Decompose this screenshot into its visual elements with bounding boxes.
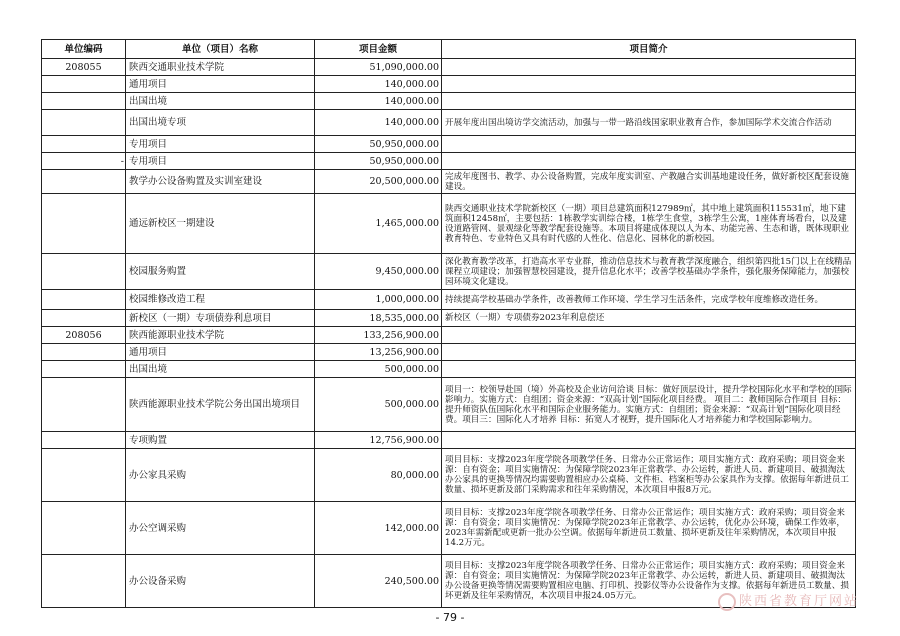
row-code bbox=[42, 344, 126, 361]
row-name: 陕西能源职业技术学院 bbox=[126, 327, 315, 344]
table-row bbox=[42, 136, 856, 153]
row-amount: 50,950,000.00 bbox=[315, 153, 442, 170]
row-desc bbox=[442, 59, 856, 76]
row-desc bbox=[442, 361, 856, 378]
row-code bbox=[42, 432, 126, 449]
row-desc: 持续提高学校基础办学条件，改善教师工作环境、学生学习生活条件，完成学校年度维修改造任务。 bbox=[442, 290, 856, 310]
row-name: 陕西能源职业技术学院公务出国出境项目 bbox=[126, 378, 315, 432]
row-name: 陕西交通职业技术学院 bbox=[126, 59, 315, 76]
row-amount: 51,090,000.00 bbox=[315, 59, 442, 76]
row-desc: 完成年度图书、教学、办公设备购置，完成年度实训室、产教融合实训基地建设任务，做好新校区配套设施建设。 bbox=[442, 170, 856, 194]
row-desc bbox=[442, 136, 856, 153]
row-code bbox=[42, 76, 126, 93]
row-desc: 深化教育教学改革，打造高水平专业群，推动信息技术与教育教学深度融合，组织第四批15门以上在线精品课程立项建设；加强智慧校园建设，提升信息化水平；改善学校基础办学条件，强化服务保障能力，加强校园环境文化建设。 bbox=[442, 254, 856, 290]
table-row bbox=[42, 327, 856, 344]
table-row bbox=[42, 432, 856, 449]
row-amount: 50,950,000.00 bbox=[315, 136, 442, 153]
row-name: 办公设备采购 bbox=[126, 555, 315, 608]
row-code bbox=[42, 555, 126, 608]
row-amount: 12,756,900.00 bbox=[315, 432, 442, 449]
row-code: 208056 bbox=[42, 327, 126, 344]
header-desc: 项目简介 bbox=[442, 40, 856, 59]
row-desc: 陕西交通职业技术学院新校区（一期）项目总建筑面积127989㎡，其中地上建筑面积115531㎡，地下建筑面积12458㎡，主要包括：1栋教学实训综合楼，1栋学生食堂，3栋学生公寓，1座体育场看台，以及建设道路管网、景观绿化等教学配套设施等。本项目将建成体现以人为本、功能完善、生态和谐，既体现职业教育特色、专业特色又具有时代感的人性化、信息化、园林化的新校园。 bbox=[442, 194, 856, 254]
table-row bbox=[42, 93, 856, 110]
row-name: 校园服务购置 bbox=[126, 254, 315, 290]
row-amount: 18,535,000.00 bbox=[315, 310, 442, 327]
row-name: 专项购置 bbox=[126, 432, 315, 449]
header-code: 单位编码 bbox=[42, 40, 126, 59]
page-number: - 79 - bbox=[435, 611, 465, 624]
row-code bbox=[42, 361, 126, 378]
row-code bbox=[42, 93, 126, 110]
row-name: 专用项目 bbox=[126, 136, 315, 153]
row-code bbox=[42, 110, 126, 136]
row-name: 出国出境专项 bbox=[126, 110, 315, 136]
row-name: 教学办公设备购置及实训室建设 bbox=[126, 170, 315, 194]
row-name: 办公家具采购 bbox=[126, 449, 315, 502]
table-row bbox=[42, 378, 856, 432]
row-desc: 新校区（一期）专项债券2023年利息偿还 bbox=[442, 310, 856, 327]
row-name: 出国出境 bbox=[126, 361, 315, 378]
watermark-text: 陕西省教育厅网站 bbox=[739, 594, 860, 609]
row-desc bbox=[442, 327, 856, 344]
row-amount: 500,000.00 bbox=[315, 361, 442, 378]
header-name: 单位（项目）名称 bbox=[126, 40, 315, 59]
row-code bbox=[42, 449, 126, 502]
row-desc bbox=[442, 432, 856, 449]
row-amount: 133,256,900.00 bbox=[315, 327, 442, 344]
row-amount: 20,500,000.00 bbox=[315, 170, 442, 194]
row-amount: 140,000.00 bbox=[315, 93, 442, 110]
row-desc: 项目目标：支撑2023年度学院各项教学任务、日常办公正常运作；项目实施方式：政府采购；项目资金来源：自有资金；项目实施情况：为保障学院2023年正常教学、办公运转，优化办公环境，确保工作效率，2023年需新配或更新一批办公空调。依据每年新进员工数量、损坏更新及往年采购情况，本次项目申报14.2万元。 bbox=[442, 502, 856, 555]
row-name: 出国出境 bbox=[126, 93, 315, 110]
row-amount: 1,000,000.00 bbox=[315, 290, 442, 310]
row-code: 208055 bbox=[42, 59, 126, 76]
watermark bbox=[718, 590, 859, 611]
row-desc bbox=[442, 153, 856, 170]
table-row bbox=[42, 153, 856, 170]
table-header-row bbox=[42, 40, 856, 59]
row-code bbox=[42, 378, 126, 432]
watermark-logo-icon bbox=[718, 593, 736, 611]
row-amount: 500,000.00 bbox=[315, 378, 442, 432]
row-code bbox=[42, 502, 126, 555]
table-row bbox=[42, 310, 856, 327]
table-row bbox=[42, 502, 856, 555]
row-code bbox=[42, 194, 126, 254]
row-code bbox=[42, 136, 126, 153]
row-desc bbox=[442, 76, 856, 93]
row-name: 通远新校区一期建设 bbox=[126, 194, 315, 254]
row-desc bbox=[442, 344, 856, 361]
row-amount: 240,500.00 bbox=[315, 555, 442, 608]
row-desc: 开展年度出国出境访学交流活动，加强与一带一路沿线国家职业教育合作，参加国际学术交流合作活动 bbox=[442, 110, 856, 136]
row-desc bbox=[442, 93, 856, 110]
row-amount: 1,465,000.00 bbox=[315, 194, 442, 254]
row-desc: 项目目标：支撑2023年度学院各项教学任务、日常办公正常运作；项目实施方式：政府采购；项目资金来源：自有资金；项目实施情况：为保障学院2023年正常教学、办公运转，新进人员、新建项目、破损淘汰办公设备更换等情况需要购置相应电脑、打印机、投影仪等办公设备作为支撑。依据每年新进员工数量、损坏更新及往年采购情况，本次项目申报24.05万元。 bbox=[442, 555, 856, 608]
row-dash: - bbox=[120, 155, 124, 167]
row-code bbox=[42, 153, 126, 170]
table-row bbox=[42, 344, 856, 361]
row-amount: 80,000.00 bbox=[315, 449, 442, 502]
table-row bbox=[42, 170, 856, 194]
row-name: 专用项目 bbox=[126, 153, 315, 170]
row-code bbox=[42, 290, 126, 310]
row-amount: 140,000.00 bbox=[315, 76, 442, 93]
row-name: 新校区（一期）专项债券利息项目 bbox=[126, 310, 315, 327]
row-code bbox=[42, 310, 126, 327]
row-amount: 140,000.00 bbox=[315, 110, 442, 136]
row-desc: 项目一：校领导赴国（境）外高校及企业访问洽谈 目标：做好顶层设计，提升学校国际化水平和学校的国际影响力。实施方式：自组团；资金来源：“双高计划”国际化项目经费。 项目二：教师国际合作项目 目标：提升师资队伍国际化水平和国际企业服务能力。实施方式：自组团；资金来源：“双高计划”国际化项目经费。项目三：国际化人才培养 目标：拓宽人才视野，提升国际化人才培养能力和学校国际影响力。 bbox=[442, 378, 856, 432]
table-row bbox=[42, 59, 856, 76]
budget-table bbox=[41, 39, 856, 608]
header-amount: 项目金额 bbox=[315, 40, 442, 59]
row-name: 通用项目 bbox=[126, 344, 315, 361]
row-amount: 9,450,000.00 bbox=[315, 254, 442, 290]
table-row bbox=[42, 254, 856, 290]
row-name: 办公空调采购 bbox=[126, 502, 315, 555]
table-row bbox=[42, 361, 856, 378]
row-desc: 项目目标：支撑2023年度学院各项教学任务、日常办公正常运作；项目实施方式：政府采购；项目资金来源：自有资金；项目实施情况：为保障学院2023年正常教学、办公运转，新进人员、新建项目、破损淘汰办公家具的更换等情况均需要购置相应办公桌椅、文件柜、档案柜等办公家具作为支撑。依据每年新进员工数量、损坏更新及部门采购需求和往年采购情况，本次项目申报8万元。 bbox=[442, 449, 856, 502]
table-row bbox=[42, 290, 856, 310]
row-name: 通用项目 bbox=[126, 76, 315, 93]
row-code bbox=[42, 170, 126, 194]
row-amount: 142,000.00 bbox=[315, 502, 442, 555]
row-code bbox=[42, 254, 126, 290]
table-row bbox=[42, 449, 856, 502]
table-row bbox=[42, 194, 856, 254]
table-row bbox=[42, 110, 856, 136]
table-row bbox=[42, 76, 856, 93]
row-amount: 13,256,900.00 bbox=[315, 344, 442, 361]
row-name: 校园维修改造工程 bbox=[126, 290, 315, 310]
